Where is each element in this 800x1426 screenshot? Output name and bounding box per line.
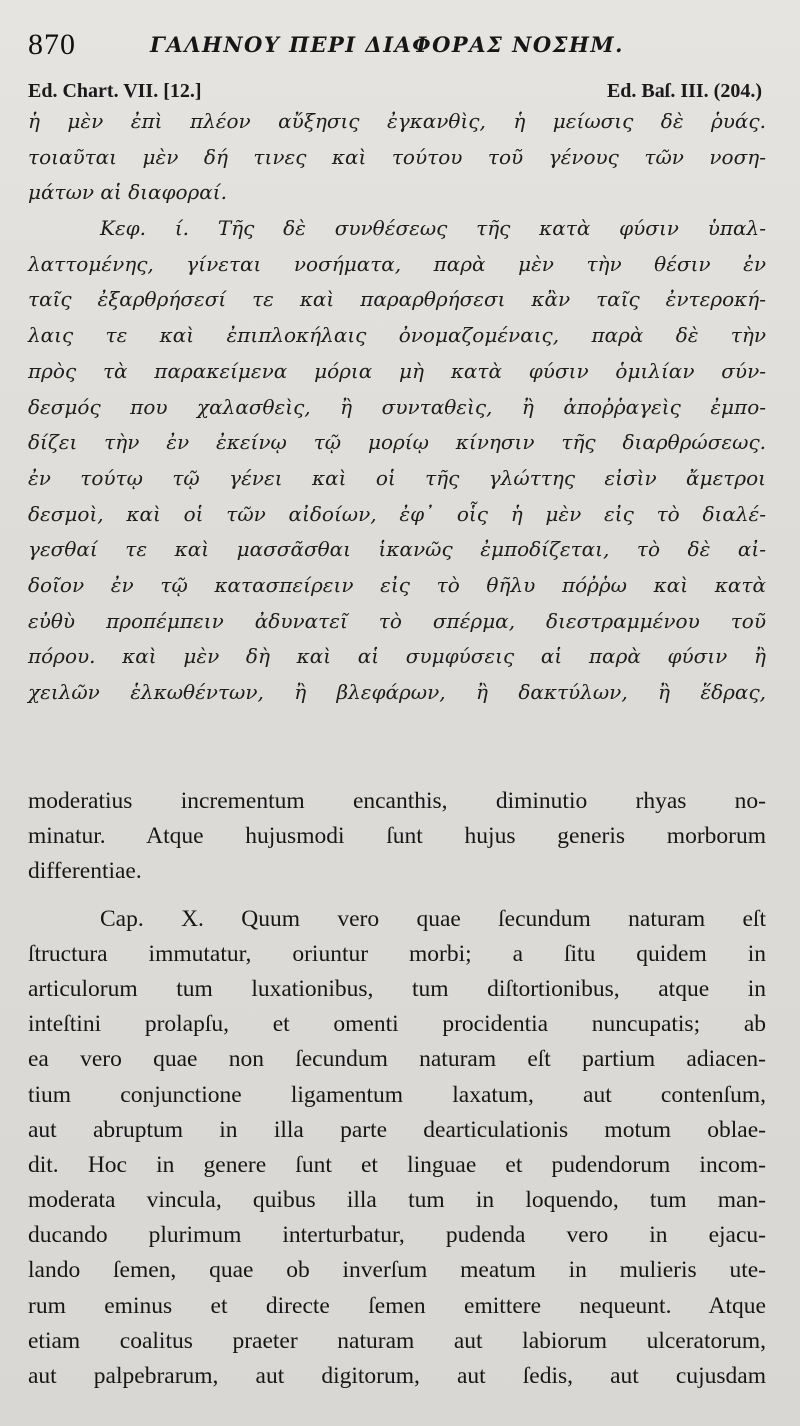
greek-line: δεσμοὶ, καὶ οἱ τῶν αἰδοίων, ἐφ᾽ οἷς ἡ μὲν εἰς τὸ διαλέ- — [28, 501, 766, 526]
latin-line: minatur. Atque hujusmodi ſunt hujus generis morborum — [28, 823, 766, 850]
paragraph-gap — [28, 890, 766, 902]
edition-bas-ref: Ed. Baſ. III. (204.) — [606, 80, 762, 102]
latin-line: inteſtini prolapſu, et omenti procidentia nuncupatis; ab — [28, 1011, 766, 1038]
greek-line: εὐθὺ προπέμπειν ἀδυνατεῖ τὸ σπέρμα, διεστραμμένου τοῦ — [28, 608, 766, 633]
latin-line: dit. Hoc in genere ſunt et linguae et pudendorum incom- — [28, 1151, 766, 1178]
greek-line: μάτων αἱ διαφοραί. — [28, 180, 227, 205]
greek-line: δεσμός που χαλασθεὶς, ἢ συνταθεὶς, ἢ ἀποῤῥαγεὶς ἐμπο- — [28, 394, 766, 419]
latin-line: rum eminus et directe ſemen emittere nequeunt. Atque — [28, 1292, 766, 1319]
greek-text-block — [28, 104, 766, 711]
greek-line: λαττομένης, γίνεται νοσήματα, παρὰ μὲν τὴν θέσιν ἐν — [28, 251, 766, 276]
latin-line: differentiae. — [28, 858, 142, 885]
latin-line: Cap. X. Quum vero quae ſecundum naturam eſt — [100, 905, 766, 932]
page-number: 870 — [28, 28, 76, 61]
greek-line: γεσθαί τε καὶ μασσᾶσθαι ἱκανῶς ἐμποδίζεται, τὸ δὲ αἰ- — [28, 537, 766, 562]
greek-line: Κεφ. ί. Τῆς δὲ συνθέσεως τῆς κατὰ φύσιν ὑπαλ- — [100, 216, 766, 241]
latin-line: moderata vincula, quibus illa tum in loquendo, tum man- — [28, 1187, 766, 1214]
latin-line: articulorum tum luxationibus, tum diſtortionibus, atque in — [28, 975, 766, 1002]
greek-line: πρὸς τὰ παρακείμενα μόρια μὴ κατὰ φύσιν ὁμιλίαν σύν- — [28, 358, 766, 383]
latin-text-block — [28, 784, 766, 1394]
edition-chart-ref: Ed. Chart. VII. [12.] — [28, 80, 202, 102]
greek-line: λαις τε καὶ ἐπιπλοκήλαις ὀνομαζομέναις, παρὰ δὲ τὴν — [28, 323, 766, 348]
latin-line: ea vero quae non ſecundum naturam eſt partium adiacen- — [28, 1046, 766, 1073]
greek-line: ταῖς ἐξαρθρήσεσί τε καὶ παραρθρήσεσι κἂν ταῖς ἐντεροκή- — [28, 287, 766, 312]
latin-line: lando ſemen, quae ob inverſum meatum in mulieris ute- — [28, 1257, 766, 1284]
page-header — [28, 22, 768, 70]
latin-line: aut palpebrarum, aut digitorum, aut ſedis, aut cujusdam — [28, 1363, 766, 1389]
latin-line: tium conjunctione ligamentum laxatum, aut contenſum, — [28, 1081, 766, 1108]
greek-line: δοῖον ἐν τῷ κατασπείρειν εἰς τὸ θῆλυ πόῤῥω καὶ κατὰ — [28, 572, 766, 597]
latin-line: ducando plurimum interturbatur, pudenda vero in ejacu- — [28, 1222, 766, 1249]
greek-line: τοιαῦται μὲν δή τινες καὶ τούτου τοῦ γένους τῶν νοση- — [28, 144, 766, 169]
greek-line: δίζει τὴν ἐν ἐκείνῳ τῷ μορίῳ κίνησιν τῆς διαρθρώσεως. — [28, 430, 766, 455]
show-through-shadow — [60, 720, 760, 760]
latin-line: etiam coalitus praeter naturam aut labiorum ulceratorum, — [28, 1327, 766, 1354]
greek-line: ἐν τούτῳ τῷ γένει καὶ οἱ τῆς γλώττης εἰσὶν ἄμετροι — [28, 465, 766, 490]
greek-line: πόρου. καὶ μὲν δὴ καὶ αἱ συμφύσεις αἱ παρὰ φύσιν ἢ — [28, 644, 766, 669]
latin-line: moderatius incrementum encanthis, diminutio rhyas no- — [28, 788, 766, 814]
latin-line: ſtructura immutatur, oriuntur morbi; a ſitu quidem in — [28, 940, 766, 967]
latin-line: aut abruptum in illa parte dearticulationis motum oblae- — [28, 1116, 766, 1143]
greek-line: ἡ μὲν ἐπὶ πλέον αὔξησις ἐγκανθὶς, ἡ μείωσις δὲ ῥυάς. — [28, 109, 766, 133]
running-title: ΓΑΛΗΝΟΥ ΠΕΡΙ ΔΙΑΦΟΡΑΣ ΝΟΣΗΜ. — [150, 32, 624, 57]
greek-line: χειλῶν ἑλκωθέντων, ἢ βλεφάρων, ἢ δακτύλων, ἢ ἕδρας, — [28, 680, 766, 704]
